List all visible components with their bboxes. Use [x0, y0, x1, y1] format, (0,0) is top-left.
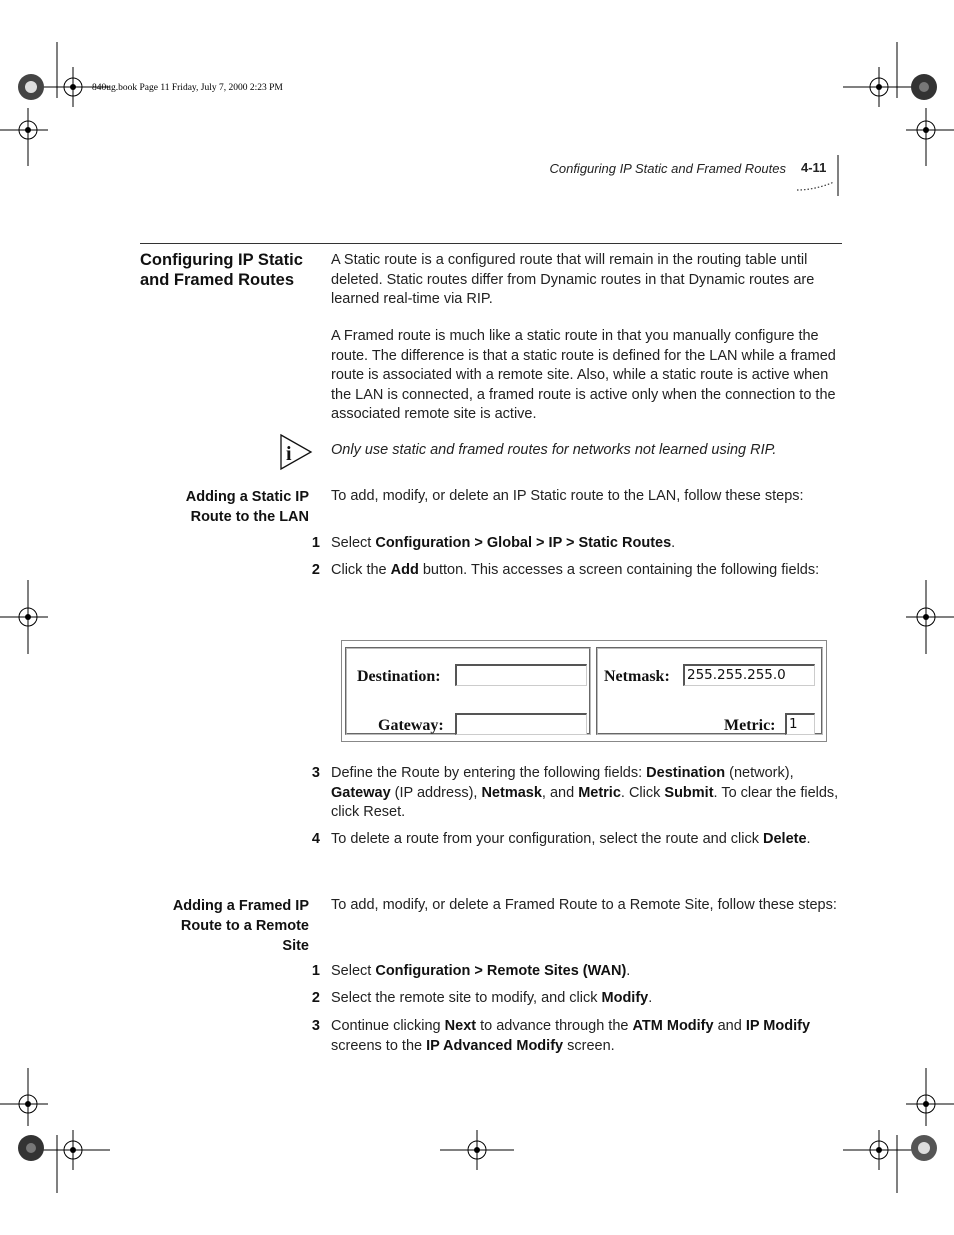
book-file-info: 840ug.book Page 11 Friday, July 7, 2000 2:23 PM — [92, 83, 283, 93]
static-route-intro: To add, modify, or delete an IP Static route to the LAN, follow these steps: — [331, 488, 804, 504]
static-route-step-number: 3 — [311, 765, 320, 781]
destination-field[interactable] — [455, 664, 587, 686]
metric-field[interactable]: 1 — [785, 713, 815, 735]
address-panel — [345, 647, 591, 735]
framed-route-intro: To add, modify, or delete a Framed Route to a Remote Site, follow these steps: — [331, 897, 837, 913]
framed-route-step-number: 1 — [311, 963, 320, 979]
section-title: Configuring IP Static and Framed Routes — [140, 251, 303, 289]
section-rule — [140, 243, 842, 244]
static-route-step-number: 1 — [311, 535, 320, 551]
netmask-field[interactable]: 255.255.255.0 — [683, 664, 815, 686]
netmask-label: Netmask: — [604, 668, 670, 685]
mask-panel — [596, 647, 823, 735]
static-route-step-text: Select Configuration > Global > IP > Static Routes. — [331, 535, 676, 551]
framed-route-step-text: Continue clicking Next to advance through the ATM Modify and IP Modify screens to the IP Advanced Modify screen. — [331, 1018, 811, 1054]
framed-route-step-text: Select the remote site to modify, and click Modify. — [331, 990, 653, 1006]
static-route-step-number: 4 — [311, 831, 320, 847]
framed-route-step-number: 2 — [311, 990, 320, 1006]
info-note-icon — [278, 433, 314, 471]
framed-route-step-number: 3 — [311, 1018, 320, 1034]
metric-label: Metric: — [724, 717, 776, 734]
static-route-step-text: To delete a route from your configuration, select the route and click Delete. — [331, 831, 811, 847]
framed-route-description: A Framed route is much like a static route in that you manually configure the route. The difference is that a static route is defined for the LAN while a framed route is associated with a remote site. Also, while a static route is active when the LAN is connected, a framed route is active only when the connection to the associated remote site is active. — [331, 328, 836, 422]
gateway-field[interactable] — [455, 713, 587, 735]
gateway-label: Gateway: — [378, 717, 444, 734]
static-route-form — [341, 640, 827, 742]
svg-text:i: i — [286, 443, 292, 465]
page-number: 4-11 — [801, 160, 827, 175]
framed-route-step-text: Select Configuration > Remote Sites (WAN). — [331, 963, 631, 979]
static-route-step-text: Define the Route by entering the following fields: Destination (network), Gateway (IP address), Netmask, and Metric. Click Submit. To clear the fields, click Reset. — [331, 765, 839, 820]
running-title: Configuring IP Static and Framed Routes — [549, 161, 786, 176]
static-route-step-number: 2 — [311, 562, 320, 578]
note-text: Only use static and framed routes for networks not learned using RIP. — [331, 442, 777, 458]
static-route-step-text: Click the Add button. This accesses a screen containing the following fields: — [331, 562, 820, 578]
static-route-heading: Adding a Static IP Route to the LAN — [185, 489, 309, 525]
framed-route-heading: Adding a Framed IP Route to a Remote Site — [172, 898, 309, 954]
destination-label: Destination: — [357, 668, 441, 685]
static-route-description: A Static route is a configured route that will remain in the routing table until deleted. Static routes differ from Dynamic routes in that Dynamic routes are learned real-time via RIP. — [331, 252, 815, 307]
